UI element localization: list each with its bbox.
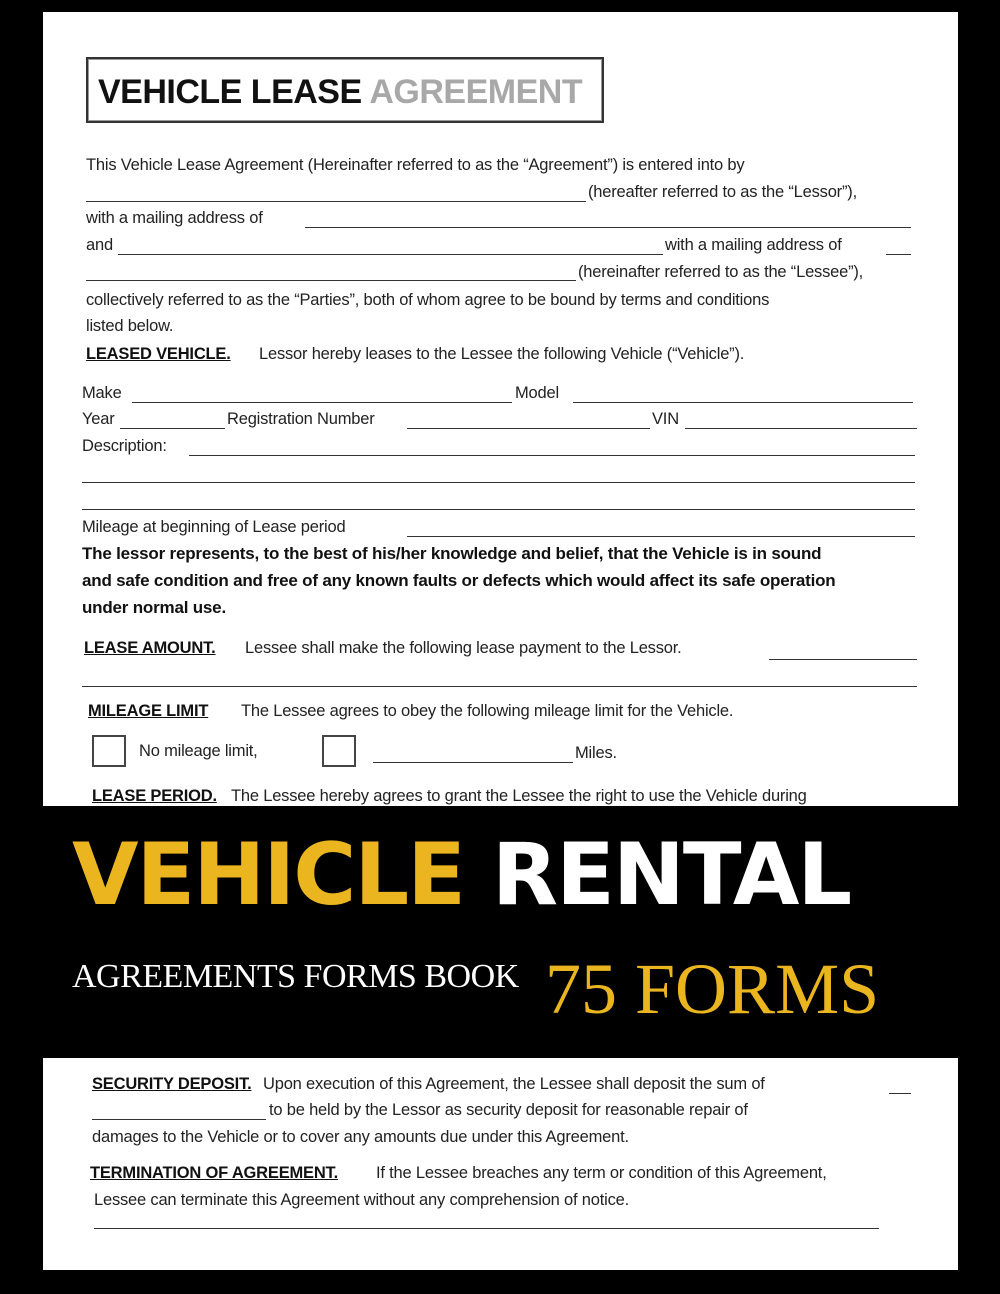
lessee-address-line-b: [86, 280, 576, 281]
form-count: 75 FORMS: [545, 949, 880, 1029]
year-line: [120, 428, 225, 429]
form-page-top: [43, 12, 958, 806]
book-subtitle: AGREEMENTS FORMS BOOK: [72, 958, 519, 995]
form-page-bottom: [43, 1058, 958, 1270]
security-line-1: Upon execution of this Agreement, the Lessee shall deposit the sum of: [263, 1075, 765, 1093]
make-label: Make: [82, 384, 122, 402]
registration-line: [407, 428, 650, 429]
description-line-2: [82, 482, 915, 483]
termination-line-1: If the Lessee breaches any term or condition of this Agreement,: [376, 1164, 827, 1182]
lease-period-header: LEASE PERIOD.: [92, 787, 217, 805]
no-limit-checkbox[interactable]: [92, 735, 126, 767]
condition-line-2: and safe condition and free of any known faults or defects which would affect its safe operation: [82, 571, 836, 590]
lease-period-text: The Lessee hereby agrees to grant the Lessee the right to use the Vehicle during: [231, 787, 807, 805]
lessor-name-line: [86, 201, 586, 202]
intro-line-2: (hereafter referred to as the “Lessor”),: [588, 183, 857, 201]
make-line: [132, 402, 512, 403]
intro-line-1: This Vehicle Lease Agreement (Hereinafter referred to as the “Agreement”) is entered into by: [86, 156, 745, 174]
intro-line-4: with a mailing address of: [665, 236, 842, 254]
intro-line-5: (hereinafter referred to as the “Lessee”),: [578, 263, 864, 281]
lease-amount-text: Lessee shall make the following lease payment to the Lessor.: [245, 639, 682, 657]
security-line-2: to be held by the Lessor as security deposit for reasonable repair of: [269, 1101, 748, 1119]
condition-line-3: under normal use.: [82, 598, 226, 617]
description-line-3: [82, 509, 915, 510]
form-title-light: AGREEMENT: [369, 73, 583, 111]
deposit-amount-line: [92, 1119, 266, 1120]
miles-checkbox[interactable]: [322, 735, 356, 767]
intro-line-3: with a mailing address of: [86, 209, 263, 227]
model-label: Model: [515, 384, 559, 402]
mileage-limit-header: MILEAGE LIMIT: [88, 702, 209, 720]
year-label: Year: [82, 410, 115, 428]
mileage-label: Mileage at beginning of Lease period: [82, 518, 346, 536]
condition-line-1: The lessor represents, to the best of his/her knowledge and belief, that the Vehicle is in sound: [82, 544, 822, 563]
leased-vehicle-header: LEASED VEHICLE.: [86, 345, 231, 363]
book-title-gold: VEHICLE: [72, 825, 464, 925]
lessee-address-line-a: [886, 254, 911, 255]
miles-label: Miles.: [575, 744, 617, 762]
vin-line: [685, 428, 917, 429]
deposit-sum-line: [889, 1093, 911, 1094]
mileage-limit-text: The Lessee agrees to obey the following mileage limit for the Vehicle.: [241, 702, 734, 720]
lease-amount-line-1: [769, 659, 917, 660]
intro-line-7: listed below.: [86, 317, 174, 335]
form-title-dark: VEHICLE LEASE: [98, 73, 362, 111]
form-title: [86, 57, 604, 123]
lease-amount-line-2: [82, 686, 917, 687]
description-line-1: [189, 455, 915, 456]
intro-line-6: collectively referred to as the “Parties”, both of whom agree to be bound by terms and conditions: [86, 291, 770, 309]
no-limit-label: No mileage limit,: [139, 742, 258, 760]
intro-and: and: [86, 236, 113, 254]
lessee-name-line: [118, 254, 663, 255]
registration-label: Registration Number: [227, 410, 375, 428]
termination-line-2: Lessee can terminate this Agreement without any comprehension of notice.: [94, 1191, 629, 1209]
lease-amount-header: LEASE AMOUNT.: [84, 639, 216, 657]
lessor-address-line: [305, 227, 911, 228]
security-deposit-header: SECURITY DEPOSIT.: [92, 1075, 252, 1093]
termination-line: [94, 1228, 879, 1229]
security-line-3: damages to the Vehicle or to cover any amounts due under this Agreement.: [92, 1128, 629, 1146]
book-title: [72, 820, 942, 930]
model-line: [573, 402, 913, 403]
mileage-line: [407, 536, 915, 537]
miles-line: [373, 762, 573, 763]
leased-vehicle-text: Lessor hereby leases to the Lessee the following Vehicle (“Vehicle”).: [259, 345, 745, 363]
termination-header: TERMINATION OF AGREEMENT.: [90, 1164, 338, 1182]
description-label: Description:: [82, 437, 167, 455]
vin-label: VIN: [652, 410, 679, 428]
book-title-white: RENTAL: [491, 825, 851, 925]
